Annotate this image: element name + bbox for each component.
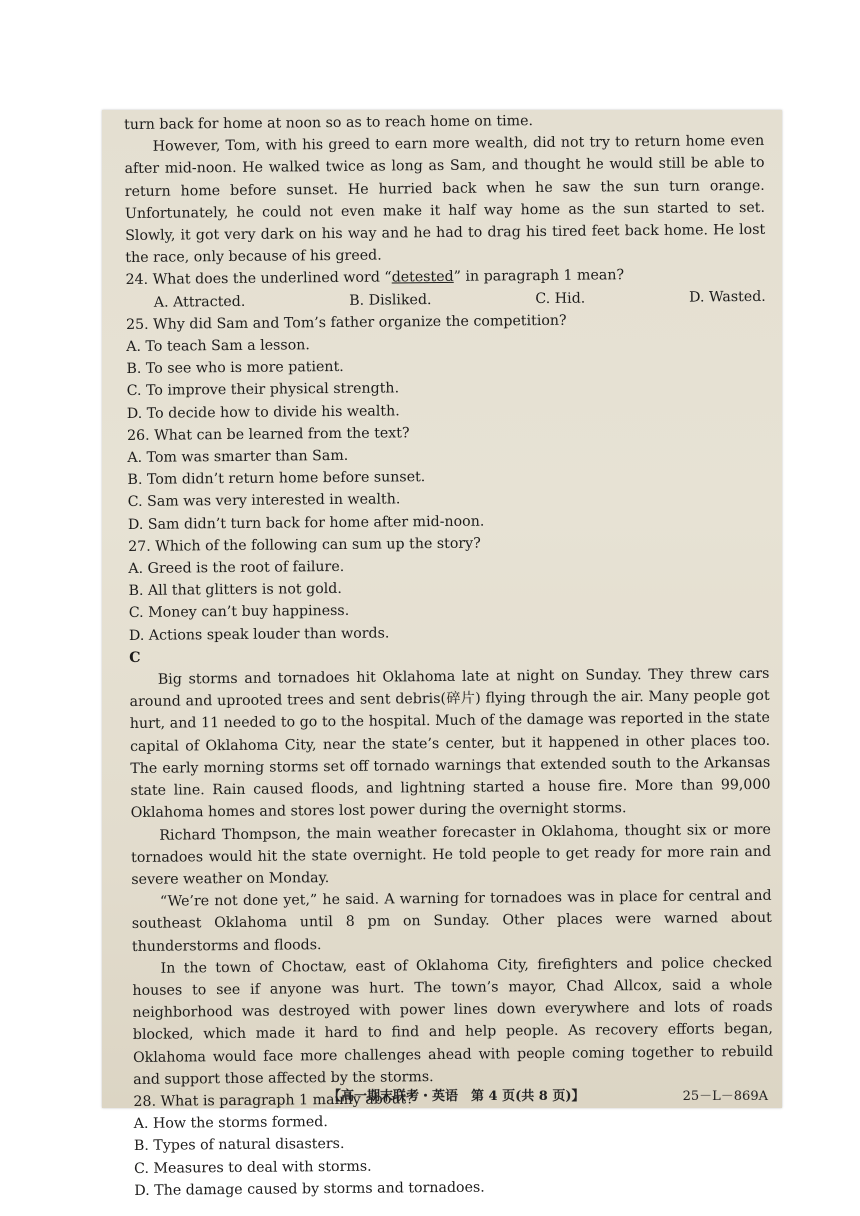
option-b: B. To see who is more patient. xyxy=(126,359,344,378)
option-d: D. Sam didn’t turn back for home after mid-noon. xyxy=(127,513,485,533)
passage-c-paragraph-1: Big storms and tornadoes hit Oklahoma late at night on Sunday. They threw cars around and uprooted trees and sent debris(碎片) flying through the air. Many people got hurt, and 11 needed to go to the hospital. Much of the damage was reported in the state capital of Oklahoma City, near the state’s center, but it happened in other places too. The early morning storms set off tornado warnings that extended south to the Arkansas state line. Rain caused floods, and lightning started a house fire. More than 99,000 Oklahoma homes and stores lost power during the overnight storms. xyxy=(129,665,771,822)
question-27 xyxy=(128,530,769,647)
passage-c-paragraph-3: “We’re not done yet,” he said. A warning for tornadoes was in place for central and southeast Oklahoma until 8 pm on Sunday. Other places were warned about thunderstorms and floods. xyxy=(131,887,772,955)
question-stem: 25. Why did Sam and Tom’s father organize the competition? xyxy=(125,312,567,333)
question-25 xyxy=(126,308,767,425)
option-c: C. Sam was very interested in wealth. xyxy=(127,491,401,511)
option-b: B. Tom didn’t return home before sunset. xyxy=(127,469,426,489)
option-c: C. Measures to deal with storms. xyxy=(134,1158,372,1177)
passage-b-paragraph-2: However, Tom, with his greed to earn more wealth, did not try to return home even after mid-noon. He walked twice as long as Sam, and thought he would still be able to return home before sunset. He hurried back when he saw the sun turn orange. Unfortunately, he could not even make it half way home as the sun started to set. Slowly, it got very dark on his way and he had to drag his tired feet back home. He lost the race, only because of his greed. xyxy=(124,133,766,267)
option-a: A. Attracted. xyxy=(153,293,246,311)
option-a: A. To teach Sam a lesson. xyxy=(126,337,310,356)
question-stem: 27. Which of the following can sum up the story? xyxy=(128,535,481,555)
page-content xyxy=(124,108,774,1202)
passage-c-paragraph-4: In the town of Choctaw, east of Oklahoma City, firefighters and police checked houses to see if anyone was hurt. The town’s mayor, Chad Allcox, said a whole neighborhood was destroyed with power lines down everywhere and lots of roads blocked, which made it hard to find and help people. As recovery efforts began, Oklahoma would face more challenges ahead with people coming together to rebuild and support those affected by the storms. xyxy=(132,954,774,1088)
option-a: A. Greed is the root of failure. xyxy=(128,558,345,578)
passage-b-paragraph-1-tail: turn back for home at noon so as to reach home on time. xyxy=(124,113,534,133)
question-stem: 26. What can be learned from the text? xyxy=(127,425,410,444)
footer-exam-title: 【高一期末联考・英语 第 4 页(共 8 页)】 xyxy=(328,1089,585,1104)
option-d: D. Actions speak louder than words. xyxy=(128,625,390,644)
option-c: C. Money can’t buy happiness. xyxy=(128,603,350,622)
passage-c-label: C xyxy=(129,649,141,666)
option-d: D. The damage caused by storms and tornadoes. xyxy=(134,1179,485,1199)
exam-page xyxy=(102,110,782,1199)
question-26 xyxy=(127,419,768,536)
option-d: D. Wasted. xyxy=(689,288,766,306)
option-b: B. Types of natural disasters. xyxy=(133,1136,345,1155)
option-a: A. How the storms formed. xyxy=(133,1114,328,1133)
option-b: B. All that glitters is not gold. xyxy=(128,581,342,600)
underlined-word: detested xyxy=(391,269,454,286)
option-b: B. Disliked. xyxy=(349,291,432,309)
option-d: D. To decide how to divide his wealth. xyxy=(126,403,400,422)
footer-code: 25－L－869A xyxy=(682,1089,768,1104)
option-a: A. Tom was smarter than Sam. xyxy=(127,447,349,467)
question-stem: 28. What is paragraph 1 mainly about? xyxy=(133,1091,414,1110)
option-c: C. Hid. xyxy=(535,290,586,307)
page-footer xyxy=(328,1085,768,1104)
question-stem: 24. What does the underlined word “detested” in paragraph 1 mean? xyxy=(125,267,625,289)
option-c: C. To improve their physical strength. xyxy=(126,380,400,400)
question-24 xyxy=(125,263,765,314)
passage-c-paragraph-2: Richard Thompson, the main weather forecaster in Oklahoma, thought six or more tornadoes would hit the state overnight. He told people to get ready for more rain and severe weather on Monday. xyxy=(131,821,772,888)
